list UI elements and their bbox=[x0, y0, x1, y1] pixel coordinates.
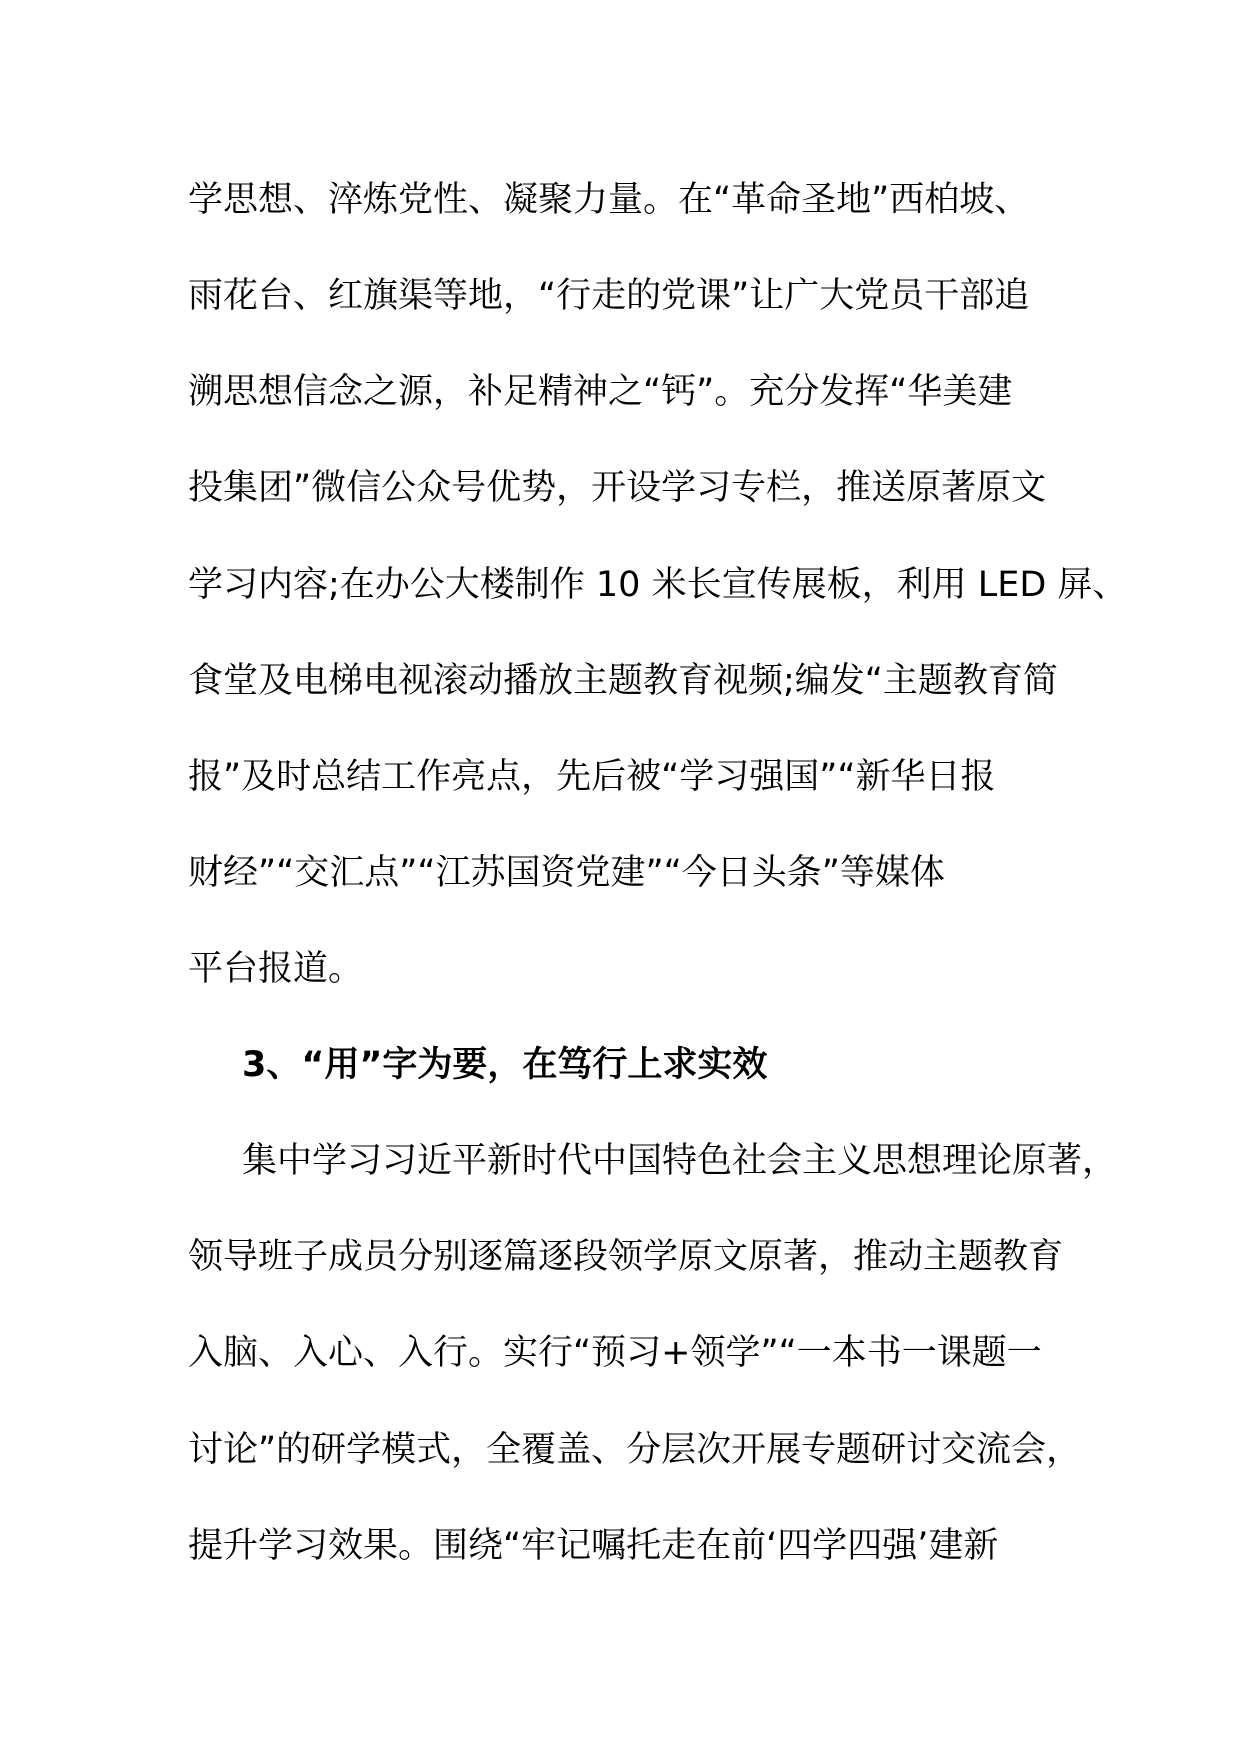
paragraph-line: 集中学习习近平新时代中国特色社会主义思想理论原著， bbox=[242, 1141, 1118, 1181]
paragraph-line: 食堂及电梯电视滚动播放主题教育视频;编发“主题教育简 bbox=[188, 661, 1058, 701]
paragraph-line: 学习内容;在办公大楼制作 10 米长宣传展板，利用 LED 屏、 bbox=[188, 565, 1128, 605]
paragraph-line: 平台报道。 bbox=[188, 949, 364, 989]
paragraph-line: 领导班子成员分别逐篇逐段领学原文原著，推动主题教育 bbox=[188, 1237, 1064, 1277]
paragraph-line: 财经”“交汇点”“江苏国资党建”“今日头条”等媒体 bbox=[188, 853, 945, 893]
section-heading: 3、“用”字为要，在笃行上求实效 bbox=[242, 1045, 768, 1085]
paragraph-line: 报”及时总结工作亮点，先后被“学习强国”“新华日报 bbox=[188, 757, 996, 797]
paragraph-line: 投集团”微信公众号优势，开设学习专栏，推送原著原文 bbox=[188, 468, 1047, 508]
paragraph-line: 讨论”的研学模式，全覆盖、分层次开展专题研讨交流会， bbox=[188, 1430, 1082, 1470]
paragraph-line: 溯思想信念之源，补足精神之“钙”。充分发挥“华美建 bbox=[188, 372, 1013, 412]
paragraph-line: 学思想、淬炼党性、凝聚力量。在“革命圣地”西柏坡、 bbox=[188, 180, 1030, 220]
paragraph-line: 雨花台、红旗渠等地，“行走的党课”让广大党员干部追 bbox=[188, 276, 1030, 316]
paragraph-line: 提升学习效果。围绕“牢记嘱托走在前‘四学四强’建新 bbox=[188, 1526, 999, 1566]
paragraph-line: 入脑、入心、入行。实行“预习+领学”“一本书一课题一 bbox=[188, 1333, 1042, 1373]
